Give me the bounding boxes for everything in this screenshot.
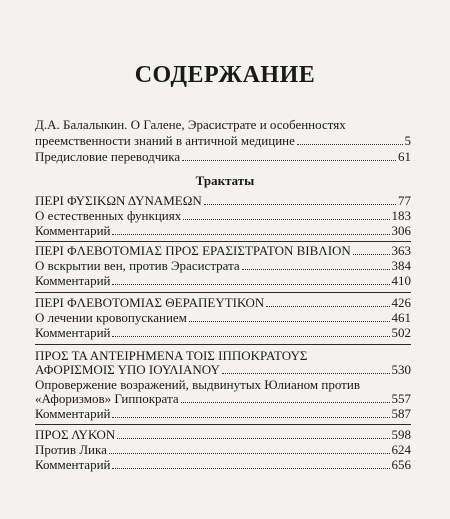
- divider: [35, 424, 411, 425]
- toc-commentary: Комментарий 410: [35, 273, 411, 288]
- leader-dots: [109, 442, 390, 454]
- leader-dots: [297, 133, 403, 145]
- toc-greek-title: ΠΕΡΙ ΦΛΕΒΟΤΟΜΙΑΣ ΠΡΟΣ ΕΡΑΣΙΣΤΡΑΤΟΝ ΒΙΒΛΙΟΝ 363: [35, 243, 411, 258]
- intro-entry-author: [35, 117, 411, 132]
- intro-line1: Д.А. Балалыкин. О Галене, Эрасистрате и особенностях: [35, 117, 346, 132]
- preface-label: Предисловие переводчика: [35, 149, 181, 164]
- page-number: 384: [391, 258, 411, 273]
- toc-translation: «Афоризмов» Гиппократа 557: [35, 391, 411, 406]
- leader-dots: [112, 406, 389, 418]
- page-number: 530: [391, 362, 411, 377]
- page-number: 598: [391, 427, 411, 442]
- section-heading: Трактаты: [195, 173, 255, 188]
- toc-greek-title-line1: ΠΡΟΣ ΤΑ ΑΝΤΕΙΡΗΜΕΝΑ ΤΟΙΣ ΙΠΠΟΚΡΑΤΟΥΣ: [35, 348, 308, 363]
- leader-dots: [117, 427, 389, 439]
- divider: [35, 292, 411, 293]
- divider: [35, 241, 411, 242]
- leader-dots: [112, 223, 389, 235]
- toc-translation: О вскрытии вен, против Эрасистрата 384: [35, 258, 411, 273]
- leader-dots: [266, 295, 389, 307]
- page-number: 656: [391, 457, 411, 472]
- page-number: 461: [391, 310, 411, 325]
- preface-entry: [35, 149, 411, 164]
- page-number: 61: [398, 149, 411, 164]
- page-number: 5: [404, 133, 411, 148]
- page-number: 363: [391, 243, 411, 258]
- intro-entry: [35, 133, 411, 148]
- leader-dots: [112, 457, 389, 469]
- toc-translation: О естественных функциях 183: [35, 208, 411, 223]
- toc-greek-title: ΠΡΟΣ ΛΥΚΟΝ 598: [35, 427, 411, 442]
- page-number: 306: [391, 223, 411, 238]
- page-number: 587: [391, 406, 411, 421]
- page-title: СОДЕРЖАНИЕ: [134, 62, 316, 88]
- toc-greek-title: ΑΦΟΡΙΣΜΟΙΣ ΥΠΟ ΙΟΥΛΙΑΝΟΥ 530: [35, 362, 411, 377]
- toc-translation: Против Лика 624: [35, 442, 411, 457]
- toc-greek-title: ΠΕΡΙ ΦΥΣΙΚΩΝ ΔΥΝΑΜΕΩΝ 77: [35, 193, 411, 208]
- leader-dots: [182, 149, 396, 161]
- leader-dots: [242, 258, 390, 270]
- toc-translation: О лечении кровопусканием 461: [35, 310, 411, 325]
- divider: [35, 344, 411, 345]
- toc-commentary: Комментарий 656: [35, 457, 411, 472]
- leader-dots: [353, 243, 390, 255]
- leader-dots: [181, 391, 390, 403]
- leader-dots: [204, 193, 396, 205]
- leader-dots: [222, 362, 390, 374]
- leader-dots: [183, 208, 389, 220]
- toc-commentary: Комментарий 502: [35, 325, 411, 340]
- toc-greek-title: ΠΕΡΙ ΦΛΕΒΟΤΟΜΙΑΣ ΘΕΡΑΠΕΥΤΙΚΟΝ 426: [35, 295, 411, 310]
- page-number: 426: [391, 295, 411, 310]
- leader-dots: [112, 273, 389, 285]
- leader-dots: [112, 325, 389, 337]
- leader-dots: [189, 310, 390, 322]
- toc-translation-line1: Опровержение возражений, выдвинутых Юлианом против: [35, 377, 360, 392]
- intro-line2: преемственности знаний в античной медицине: [35, 133, 295, 148]
- page-number: 502: [391, 325, 411, 340]
- toc-commentary: Комментарий 587: [35, 406, 411, 421]
- page-number: 624: [391, 442, 411, 457]
- page-number: 557: [391, 391, 411, 406]
- page-number: 410: [391, 273, 411, 288]
- page-number: 77: [398, 193, 411, 208]
- toc-commentary: Комментарий 306: [35, 223, 411, 238]
- page-number: 183: [391, 208, 411, 223]
